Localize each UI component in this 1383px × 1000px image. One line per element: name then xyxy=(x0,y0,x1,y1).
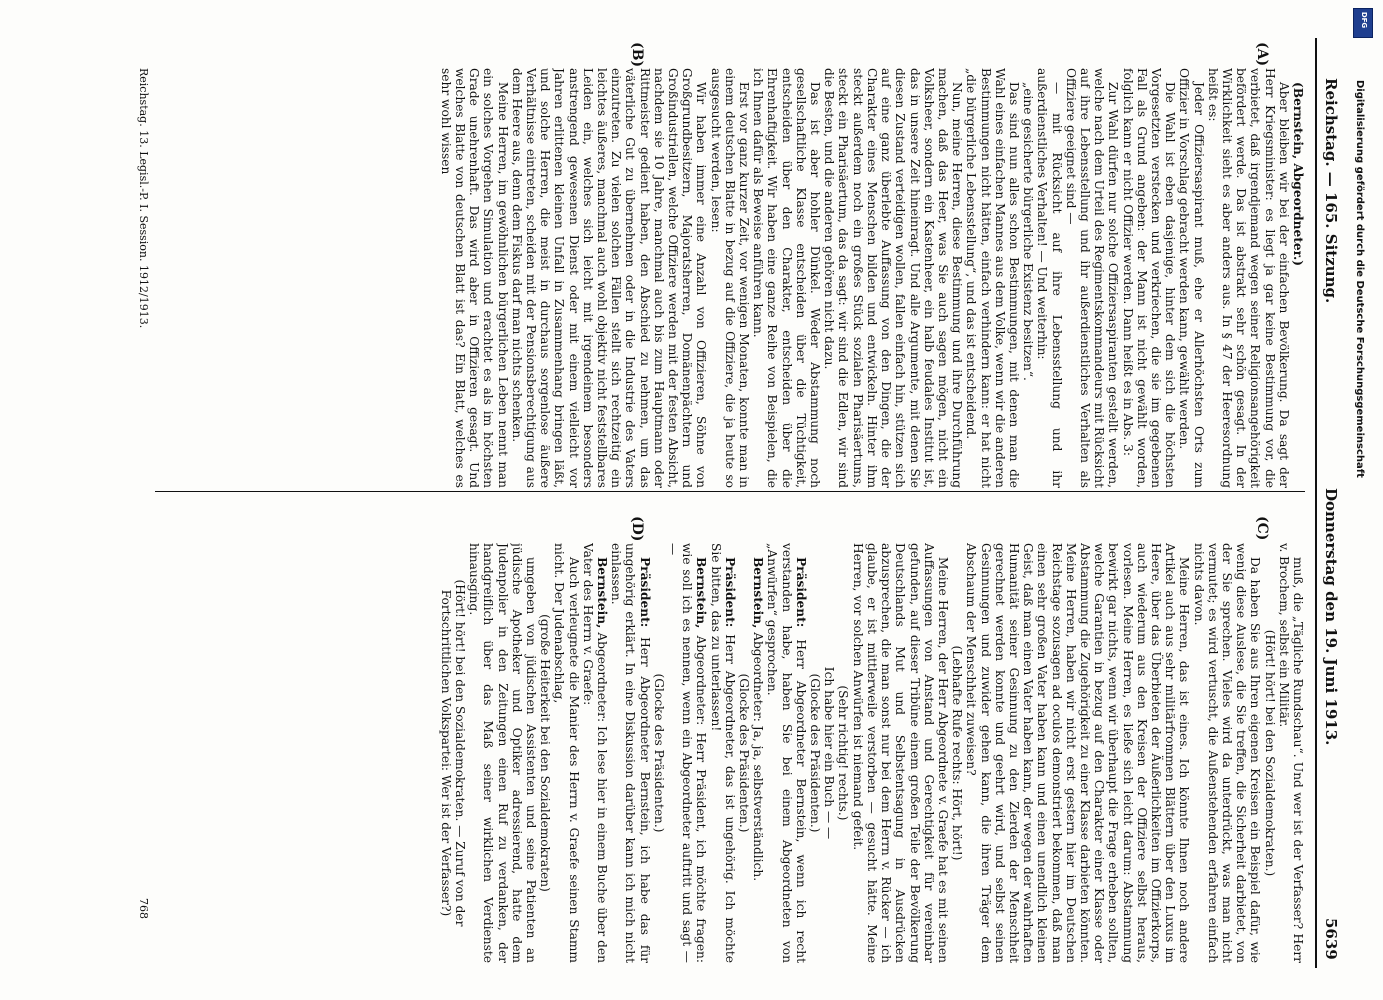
speaker-name: Bernstein, xyxy=(751,557,766,629)
paragraph xyxy=(467,543,538,963)
paragraph xyxy=(1262,543,1276,963)
paragraph xyxy=(822,543,836,963)
paragraph xyxy=(808,543,822,963)
paragraph-text: (Glocke des Präsidenten.) xyxy=(651,673,666,833)
paragraph xyxy=(1291,68,1305,488)
paragraph xyxy=(1277,543,1305,963)
paragraph xyxy=(708,543,736,963)
paragraph-text: (Hört! hört! bei den Sozialdemokraten.) xyxy=(1262,629,1277,877)
paragraph-text: Erst vor ganz kurzer Zeit, vor wenigen Monaten, konnte man in einem deutschen Blatte in bezug auf die Offiziere, die ja heute so ausgesucht werden, lesen: xyxy=(708,68,752,488)
page-number: 5639 xyxy=(1322,918,1340,960)
paragraph-text: Abgeordneter: Ja, ja, selbstverständlich. xyxy=(751,632,766,882)
paragraph-text: (Glocke des Präsidenten.) xyxy=(737,673,752,833)
paragraph xyxy=(708,68,751,488)
paragraph xyxy=(552,543,580,963)
paragraph-text: Abgeordneter: Ich lese hier in einem Buche über den Vater des Herrn v. Graefe: xyxy=(580,543,610,963)
paragraph-text: umgeben von jüdischen Assistenten und seine Patienten an jüdische Apotheker und Optiker adressierend, hatte dem Judenpolier in den Zeitungen einen Ruf zu verdanken, der handgreiflich über das Maß seiner wirklichen Verdienste hinausging. xyxy=(467,543,539,963)
paragraph xyxy=(1064,68,1121,488)
paragraph xyxy=(652,543,666,963)
paragraph-text: Abgeordneter: Herr Präsident, ich möchte fragen: wie soll ich es nennen, wenn ein Abgeordneter auftritt und sagt — — xyxy=(666,543,709,963)
margin-mark-d: (D) xyxy=(629,516,645,542)
paragraph xyxy=(751,543,765,963)
paragraph xyxy=(510,68,709,488)
paragraph-text: Aber bleiben wir bei der einfachen Bevölkerung. Da sagt der Herr Kriegsminister: es liegt ja gar keine Bestimmung vor, die verbietet, daß irgendjemand wegen seiner Religionsangehörigkeit befördert werde. Das ist abstrakt sehr schön gesagt. In der Wirklichkeit sieht es aber anders aus. In § 47 der Heeresordnung heißt es: xyxy=(1205,68,1291,488)
paragraph-text: (Hört! hört! bei den Sozialdemokraten. — Zuruf von der Fortschrittlichen Volkspartei: Wer ist der Verfasser?) xyxy=(438,579,468,927)
paragraph-text: muß, die „Tägliche Rundschau“. Und wer ist der Verfasser? Herr v. Brochem, selbst ein Militär. xyxy=(1276,543,1305,963)
paragraph xyxy=(964,68,1021,488)
paragraph-text: — mit Rücksicht auf ihre Lebensstellung und ihr außerdienstliches Verhalten! — Und weiterhin: xyxy=(1035,68,1064,488)
paragraph xyxy=(1120,68,1177,488)
paragraph-text: Da haben Sie aus Ihren eigenen Kreisen ein Beispiel dafür, wie wenig diese Auslese, die Sie treffen, die Sicherheit darbietet, von der Sie sprechen. Vieles wird da unterdrückt, was man nicht vermutet; es wird vertuscht, die Außenstehenden erfahren einfach nichts davon. xyxy=(1191,543,1263,963)
paragraph xyxy=(964,543,1191,963)
paragraph-text: (Glocke des Präsidenten.) xyxy=(808,673,823,833)
rotated-page xyxy=(45,38,1345,968)
paragraph-text: Herr Abgeordneter, das ist ungehörig. Ich möchte Sie bitten, das zu unterlassen! xyxy=(708,543,737,963)
paragraph-text: Das sind nun alles schon Bestimmungen, mit denen man die Wahl eines einfachen Mannes aus dem Volke, wenn wir die anderen Bestimmungen nicht hätten, einfach verhindern kann: er hat nicht „die bürgerliche Lebensstellung“, und das ist entscheidend. xyxy=(964,68,1021,488)
paragraph-text: „eine gesicherte bürgerliche Existenz besitzen“. xyxy=(1021,82,1036,381)
paragraph-text: Das ist aber hohler Dünkel. Weder Abstammung noch gesellschaftliche Klasse entscheiden über die Tüchtigkeit, entscheiden über den Charakter, entscheiden über die Ehrenhaftigkeit. Wir haben eine ganze Reihe von Beispielen, die ich Ihnen dafür als Beweise anführen kann. xyxy=(751,68,823,488)
paragraph-text: (Lebhafte Rufe rechts: Hört, hört!) xyxy=(950,645,965,861)
digitization-note: Digitalisierung gefördert durch die Deutsche Forschungsgemeinschaft xyxy=(1354,80,1365,478)
speaker-name: (Bernstein, Abgeordneter.) xyxy=(1291,82,1305,266)
paragraph xyxy=(581,543,609,963)
paragraph-text: (große Heiterkeit bei den Sozialdemokraten) xyxy=(538,614,553,892)
header-left: Reichstag. — 165. Sitzung. xyxy=(1322,78,1340,304)
paragraph xyxy=(836,543,850,963)
margin-mark-a: (A) xyxy=(1254,42,1270,67)
paragraph xyxy=(765,543,808,963)
sheet-number: 768 xyxy=(137,898,150,919)
paragraph-text: Nun, meine Herren, diese Bestimmung und ihre Durchführung machen, daß das Heer, was Sie auch sagen mögen, nicht ein Volksheer, sondern ein Kastenheer, ein halb feudales Institut ist, das in unsere Zeit hineinragt. Und alle Argumente, mit denen Sie diesen Zustand verteidigen wollen, fallen einfach hin, stützen sich auf eine ganz überlebte Auffassung von den Dingen, die der Charakter eines Menschen bilden und entwickeln. Hinter ihm steckt außerdem noch ein großes Stück sozialen Pharisäertums, steckt ein Pharisäertum, das da sagt: wir sind die Edlen, wir sind die Besten, und die anderen gehören nicht dazu. xyxy=(822,68,965,488)
paragraph xyxy=(666,543,709,963)
dfg-logo-text: DFG xyxy=(1360,11,1369,29)
paragraph xyxy=(822,68,964,488)
speaker-name: Bernstein, xyxy=(595,557,610,629)
paragraph-text: Wir haben immer eine Anzahl von Offizieren, Söhne von Großgrundbesitzern, Majoratsherren, Domänenpächtern und Großindustriellen, welche Offiziere werden mit der festen Absicht, nachdem sie 10 Jahre, manchmal auch bis zum Hauptmann oder Rittmeister gedient haben, den Abschied zu nehmen, um das väterliche Gut zu übernehmen oder in die Industrie des Vaters einzutreten. Zu vielen solchen Fällen stellt sich rechtzeitig ein leichtes äußeres, manchmal auch wohl objektiv nicht feststellbares Leiden ein, welches sich leicht mit irgendeinem besonders anstrengend gewesenen Dienst oder mit einem vielleicht vor Jahren erlittenen kleinen Unfall in Zusammenhang bringen läßt, und solche Herren, die meist in durchaus sorgenlose äußere Verhältnisse eintreten, scheiden mit der Pensionsberechtigung aus dem Heere aus, denn dem Fiskus darf man nichts schenken. xyxy=(509,68,709,488)
speaker-name: Präsident: xyxy=(793,557,808,628)
speaker-name: Präsident: xyxy=(722,557,737,628)
paragraph-text: Meine Herren, das ist eines. Ich könnte Ihnen noch andere Artikel auch aus sehr militärfrommen Blättern über den Luxus im Heere, über das Überbieten der Äußerlichkeiten im Offizierkorps, auch wiederum aus den Kreisen der Offiziere selbst heraus, vorlesen. Meine Herren, es ließe sich leicht darum: Abstammung bewirkt gar nichts, wenn wir überhaupt die Frage erheben sollten, welche Garantien in bezug auf den Charakter einer Klasse oder Abstammung die Zugehörigkeit zu einer Klasse darbieten könnten. Meine Herren, haben wir nicht erst gestern hier im Deutschen Reichstage sozusagen ad oculos demonstriert bekommen, daß man einen sehr großen Vater haben kann und einen unendlich kleinen Geist, daß man einen Vater haben kann, der wegen der wahrhaften Humanität seiner Gesinnung zu den Zierden der Menschheit gerechnet werden konnte und geehrt wird, und selbst seinen Gesinnungen und zuwider gehen kann, die ihren Träger dem Abschaum der Menschheit zuweisen? xyxy=(964,543,1192,963)
right-column xyxy=(155,543,1305,963)
column-rule xyxy=(155,491,1305,492)
paragraph xyxy=(439,543,467,963)
paragraph xyxy=(1035,68,1063,488)
page-header xyxy=(1315,38,1345,968)
speaker-name: Präsident: xyxy=(637,557,652,628)
paragraph-text: Herr Abgeordneter Bernstein, wenn ich recht verstanden habe, haben Sie bei einem Abgeordneten von „Anwürfen“ gesprochen. xyxy=(765,543,808,963)
paragraph xyxy=(751,68,822,488)
paragraph-text: Auch verleugnete die Manier des Herrn v. Graefe seinen Stamm nicht. Der Judenabschlag, xyxy=(552,543,581,963)
paragraph-text: Herr Abgeordneter Bernstein, ich habe das für ungehörig erklärt. In eine Diskussion darüber kann ich mich nicht einlassen. xyxy=(609,543,652,963)
paragraph xyxy=(1206,68,1291,488)
paragraph xyxy=(1191,543,1262,963)
dfg-logo xyxy=(1353,8,1373,38)
paragraph xyxy=(609,543,652,963)
paragraph-text: Meine Herren, im gewöhnlichen bürgerlichen Leben nennt man ein solches Vorgehen Simulation und erachtet es als im höchsten Grade unehrenhaft. Das wird aber in Offizieren gesagt. Und welches Blatte von deutschen Blatt ist das? Ein Blatt, welches es sehr wohl wissen xyxy=(438,68,510,488)
paragraph-text: Zur Wahl dürfen nur solche Offiziersaspiranten gestellt werden, welche nach dem Urteil des Regimentskommandeurs mit Rücksicht auf ihre Lebensstellung und ihr außerdienstliches Verhalten als Offiziere geeignet sind — xyxy=(1063,68,1121,488)
paragraph xyxy=(950,543,964,963)
paragraph xyxy=(1021,68,1035,488)
paragraph-text: Ich habe hier ein Buch — — xyxy=(822,666,837,840)
header-center: Donnerstag den 19. Juni 1913. xyxy=(1322,488,1340,746)
paragraph-text: Meine Herren, der Herr Abgeordnete v. Graefe hat es mit seinen Auffassungen von Anstand und Gerechtigkeit für vereinbar gefunden, auf dieser Tribüne einem großen Teile der Bevölkerung Deutschlands Mut und Selbstentsagung in Ausdrücken abzusprechen, die man sonst nur bei dem Herrn v. Rücker — ich glaube, er ist mittlerweile verstorben — gesucht hätte. Meine Herren, vor solchen Anwürfen ist niemand gefeit. xyxy=(850,543,950,963)
paragraph xyxy=(851,543,950,963)
left-column xyxy=(155,68,1305,488)
paragraph-text: Die Wahl ist eben dasjenige, hinter dem sich die höchsten Vorgesetzten verstecken und verkriechen, die sie im gegebenen Fall als Grund angeben: der Mann ist nicht gewählt worden, folglich kann er nicht Offizier werden. Dann heißt es in Abs. 3: xyxy=(1120,68,1178,488)
footer-left: Reichstag. 13. Legisl.-P. I. Session. 1912/1913. xyxy=(137,68,150,329)
paragraph-text: Jeder Offiziersaspirant muß, ehe er Allerhöchsten Orts zum Offizier in Vorschlag gebracht werden kann, gewählt werden. xyxy=(1177,68,1206,488)
paragraph xyxy=(538,543,552,963)
margin-mark-c: (C) xyxy=(1254,516,1270,541)
speaker-name: Bernstein, xyxy=(694,557,709,629)
paragraph xyxy=(737,543,751,963)
margin-mark-b: (B) xyxy=(629,42,645,68)
paragraph xyxy=(1177,68,1205,488)
paragraph xyxy=(439,68,510,488)
paragraph-text: (Sehr richtig! rechts.) xyxy=(836,685,851,821)
